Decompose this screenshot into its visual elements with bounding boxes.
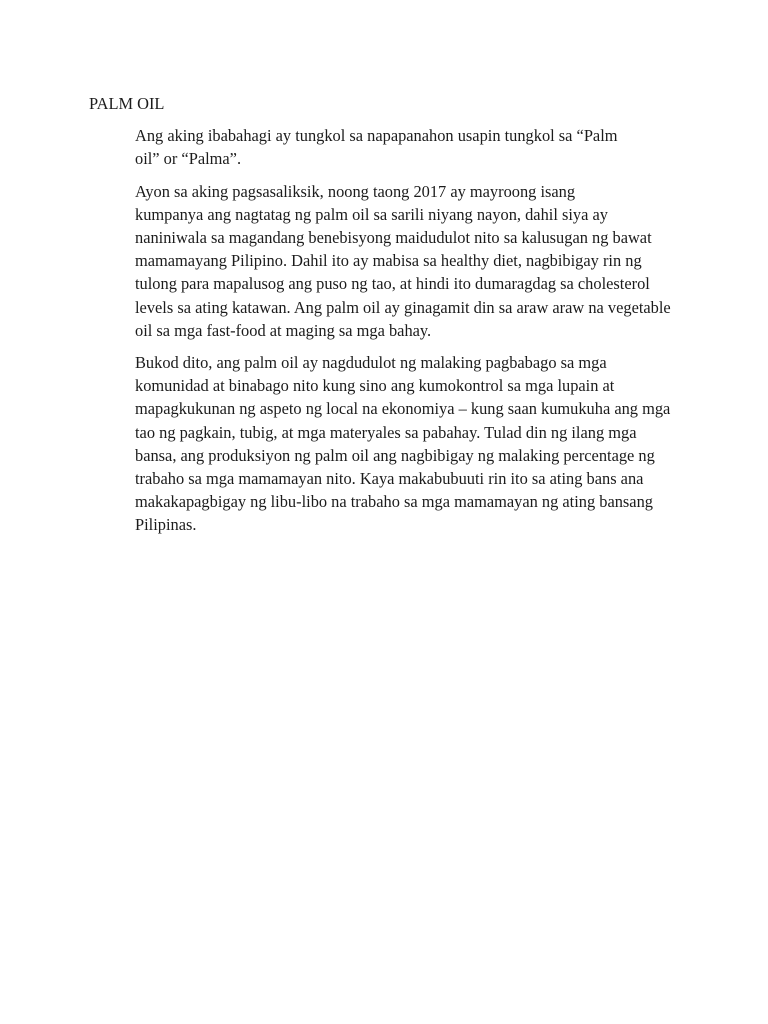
text-line: Bukod dito, ang palm oil ay nagdudulot ng malaking pagbabago sa mga bbox=[135, 353, 607, 373]
text-line: tao ng pagkain, tubig, at mga materyales sa pabahay. Tulad din ng ilang mga bbox=[135, 422, 637, 442]
text-line: Ayon sa aking pagsasaliksik, noong taong 2017 ay mayroong isang bbox=[135, 181, 576, 201]
text-line: Ang aking ibabahagi ay tungkol sa napapanahon usapin tungkol sa “Palm bbox=[135, 126, 618, 146]
text-line: oil” or “Palma”. bbox=[135, 149, 242, 169]
paragraph-impact bbox=[89, 351, 689, 537]
text-line: bansa, ang produksiyon ng palm oil ang nagbibigay ng malaking percentage ng bbox=[135, 445, 655, 465]
paragraph-research bbox=[89, 180, 689, 342]
text-line: naniniwala sa magandang benebisyong maidudulot nito sa kalusugan ng bawat bbox=[135, 228, 652, 248]
text-line: tulong para mapalusog ang puso ng tao, at hindi ito dumaragdag sa cholesterol bbox=[135, 274, 650, 294]
text-line: komunidad at binabago nito kung sino ang kumokontrol sa mga lupain at bbox=[135, 376, 615, 396]
document-title: PALM OIL bbox=[89, 94, 165, 113]
text-line: levels sa ating katawan. Ang palm oil ay ginagamit din sa araw araw na vegetable bbox=[135, 297, 671, 317]
text-line: oil sa mga fast-food at maging sa mga bahay. bbox=[135, 320, 432, 340]
text-line: makakapagbigay ng libu-libo na trabaho sa mga mamamayan ng ating bansang bbox=[135, 492, 653, 512]
text-line: mapagkukunan ng aspeto ng local na ekonomiya – kung saan kumukuha ang mga bbox=[135, 399, 671, 419]
paragraph-intro bbox=[89, 124, 689, 170]
document-body bbox=[89, 92, 689, 546]
text-line: Pilipinas. bbox=[135, 515, 197, 535]
text-line: kumpanya ang nagtatag ng palm oil sa sarili niyang nayon, dahil siya ay bbox=[135, 204, 608, 224]
text-line: mamamayang Pilipino. Dahil ito ay mabisa sa healthy diet, nagbibigay rin ng bbox=[135, 251, 642, 271]
text-line: trabaho sa mga mamamayan nito. Kaya makabubuuti rin ito sa ating bans ana bbox=[135, 469, 644, 489]
